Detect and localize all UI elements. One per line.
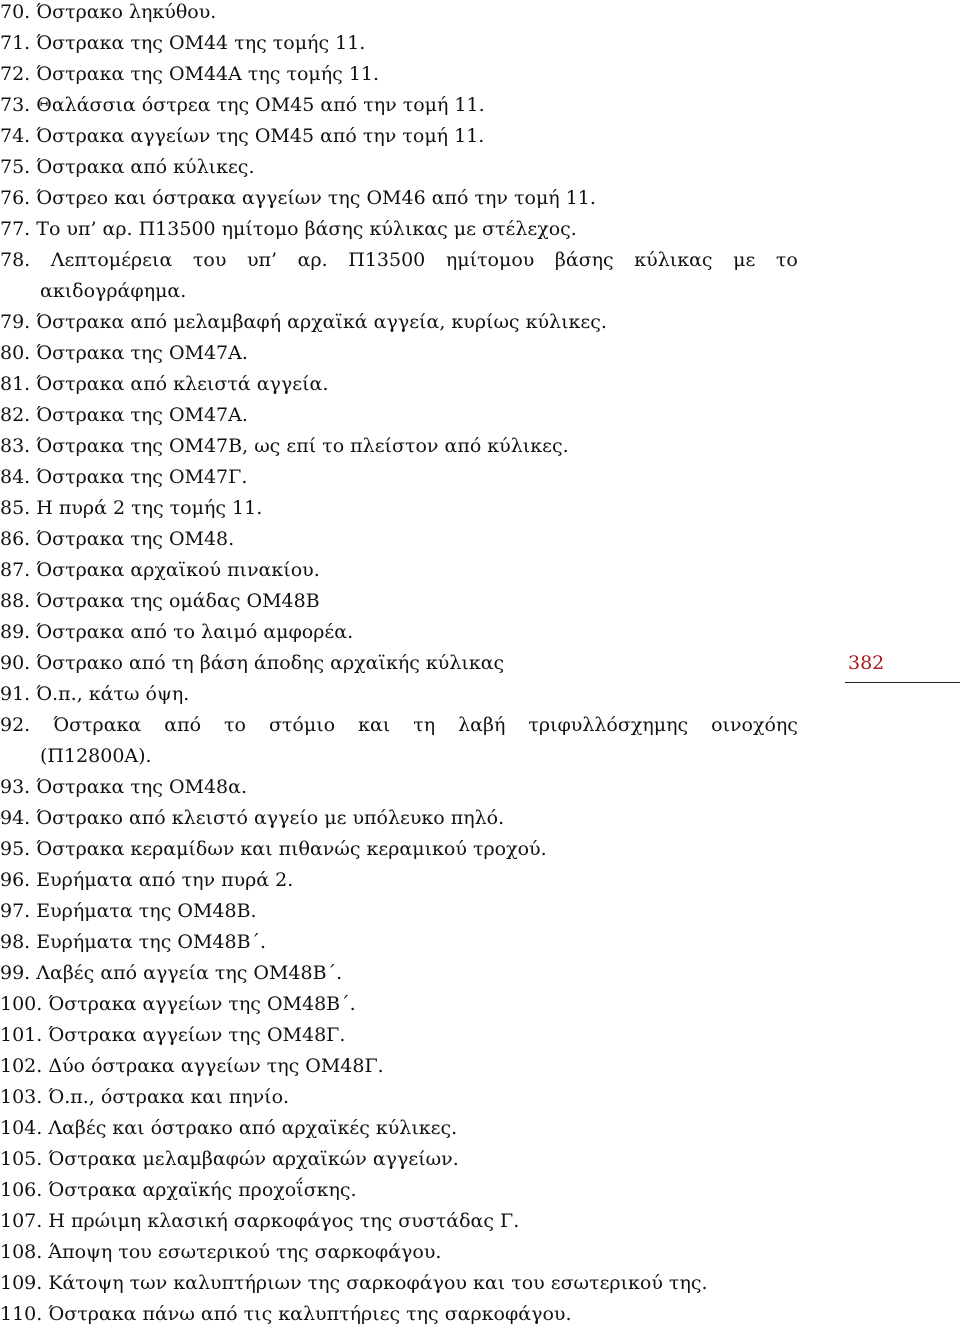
caption-text: Όστρακα από το λαιμό αμφορέα. [36, 621, 354, 643]
caption-item [0, 772, 800, 803]
caption-item [0, 524, 800, 555]
caption-word: αρ. [297, 249, 328, 271]
page-number: 382 [848, 652, 885, 674]
caption-item [0, 462, 800, 493]
caption-item [0, 1268, 800, 1299]
caption-number: 82. [0, 404, 31, 426]
caption-word: το [775, 249, 798, 271]
caption-number: 79. [0, 311, 31, 333]
caption-word: το [224, 714, 246, 736]
caption-item [0, 834, 800, 865]
caption-continuation: (Π12800Α). [40, 745, 152, 767]
caption-number: 77. [0, 218, 31, 240]
caption-text: Όστρακα κεραμίδων και πιθανώς κεραμικού τροχού. [36, 838, 547, 860]
caption-item [0, 59, 800, 90]
caption-item [0, 1144, 800, 1175]
caption-text: Όστρακα μελαμβαφών αρχαϊκών αγγείων. [48, 1148, 459, 1170]
caption-text: Θαλάσσια όστρεα της ΟΜ45 από την τομή 11. [36, 94, 485, 116]
caption-word: λαβή [458, 714, 506, 736]
caption-text: Άποψη του εσωτερικού της σαρκοφάγου. [48, 1241, 442, 1263]
caption-item [0, 28, 800, 59]
caption-number: 84. [0, 466, 31, 488]
caption-line [0, 245, 798, 276]
caption-item [0, 338, 800, 369]
caption-number: 76. [0, 187, 31, 209]
caption-number: 104. [0, 1117, 43, 1139]
caption-number: 99. [0, 962, 31, 984]
caption-number: 75. [0, 156, 31, 178]
caption-number: 81. [0, 373, 31, 395]
caption-item [0, 648, 800, 679]
caption-number: 105. [0, 1148, 43, 1170]
caption-item [0, 0, 800, 28]
caption-item [0, 1082, 800, 1113]
caption-item [0, 1299, 800, 1330]
caption-text: Όστρακα της ΟΜ44 της τομής 11. [36, 32, 366, 54]
caption-number: 90. [0, 652, 31, 674]
caption-word: τη [413, 714, 436, 736]
caption-word: Λεπτομέρεια [50, 249, 173, 271]
caption-item [0, 90, 800, 121]
caption-item [0, 245, 800, 307]
caption-number: 86. [0, 528, 31, 550]
caption-item [0, 152, 800, 183]
caption-item [0, 493, 800, 524]
caption-text: Όστρακα της ΟΜ47Β, ως επί το πλείστον από κύλικες. [36, 435, 569, 457]
caption-text: Όστρακο ληκύθου. [36, 1, 217, 23]
caption-item [0, 1051, 800, 1082]
caption-text: Η πρώιμη κλασική σαρκοφάγος της συστάδας Γ. [48, 1210, 520, 1232]
caption-number: 83. [0, 435, 31, 457]
caption-item [0, 586, 800, 617]
caption-item [0, 400, 800, 431]
caption-word: και [358, 714, 391, 736]
caption-text: Όστρακο από τη βάση άποδης αρχαϊκής κύλικας [36, 652, 505, 674]
caption-item [0, 555, 800, 586]
caption-text: Όστρακα της ΟΜ48α. [36, 776, 248, 798]
caption-item [0, 1175, 800, 1206]
caption-item [0, 1020, 800, 1051]
caption-item [0, 617, 800, 648]
caption-number: 103. [0, 1086, 43, 1108]
caption-text: Δύο όστρακα αγγείων της ΟΜ48Γ. [48, 1055, 384, 1077]
caption-text: Ευρήματα από την πυρά 2. [36, 869, 294, 891]
caption-text: Όστρακα της ΟΜ44Α της τομής 11. [36, 63, 380, 85]
caption-text: Ό.π., κάτω όψη. [36, 683, 190, 705]
caption-text: Το υπ’ αρ. Π13500 ημίτομο βάσης κύλικας με στέλεχος. [36, 218, 577, 240]
caption-text: Όστρακα της ΟΜ47Α. [36, 404, 248, 426]
caption-number: 95. [0, 838, 31, 860]
caption-item [0, 214, 800, 245]
caption-text: Όστρακα από μελαμβαφή αρχαϊκά αγγεία, κυρίως κύλικες. [36, 311, 607, 333]
caption-number: 108. [0, 1241, 43, 1263]
caption-item [0, 1113, 800, 1144]
caption-item [0, 183, 800, 214]
caption-line [0, 710, 798, 741]
caption-word: υπ’ [246, 249, 278, 271]
caption-text: Όστρακα αγγείων της ΟΜ45 από την τομή 11. [36, 125, 485, 147]
caption-number: 80. [0, 342, 31, 364]
caption-word: με [733, 249, 756, 271]
caption-item [0, 679, 800, 710]
caption-item [0, 865, 800, 896]
caption-text: Όστρακα αγγείων της ΟΜ48Β΄. [48, 993, 356, 1015]
caption-number: 100. [0, 993, 43, 1015]
caption-text: Όστρακα της ΟΜ47Α. [36, 342, 248, 364]
caption-number: 110. [0, 1303, 43, 1325]
caption-text: Ό.π., όστρακα και πηνίο. [48, 1086, 290, 1108]
caption-number: 97. [0, 900, 31, 922]
caption-continuation: ακιδογράφημα. [40, 280, 187, 302]
caption-word: στόμιο [268, 714, 336, 736]
caption-item [0, 989, 800, 1020]
caption-text: Όστρακα αρχαϊκού πινακίου. [36, 559, 320, 581]
caption-text: Όστρακο από κλειστό αγγείο με υπόλευκο πηλό. [36, 807, 505, 829]
caption-number: 93. [0, 776, 31, 798]
caption-number: 107. [0, 1210, 43, 1232]
page-number-rule [845, 682, 960, 683]
caption-item [0, 1206, 800, 1237]
caption-number: 91. [0, 683, 31, 705]
caption-item [0, 307, 800, 338]
caption-text: Όστρακα από κύλικες. [36, 156, 255, 178]
caption-word: ημίτομου [445, 249, 535, 271]
caption-number: 96. [0, 869, 31, 891]
caption-text: Όστρακα αγγείων της ΟΜ48Γ. [48, 1024, 346, 1046]
caption-number: 70. [0, 1, 31, 23]
caption-item [0, 927, 800, 958]
caption-number: 89. [0, 621, 31, 643]
caption-text: Η πυρά 2 της τομής 11. [36, 497, 263, 519]
caption-text: Κάτοψη των καλυπτήριων της σαρκοφάγου και του εσωτερικού της. [48, 1272, 708, 1294]
caption-number: 74. [0, 125, 31, 147]
caption-item [0, 431, 800, 462]
caption-number: 85. [0, 497, 31, 519]
caption-word: οινοχόης [711, 714, 798, 736]
caption-word: από [164, 714, 202, 736]
caption-word: τριφυλλόσχημης [528, 714, 689, 736]
caption-item [0, 896, 800, 927]
caption-text: Ευρήματα της ΟΜ48Β. [36, 900, 257, 922]
caption-number: 92. [0, 714, 31, 736]
caption-number: 101. [0, 1024, 43, 1046]
caption-text: Όστρακα αρχαϊκής προχοΐσκης. [48, 1179, 357, 1201]
caption-word: Π13500 [348, 249, 426, 271]
caption-text: Λαβές και όστρακο από αρχαϊκές κύλικες. [48, 1117, 458, 1139]
caption-text: Όστρακα πάνω από τις καλυπτήριες της σαρκοφάγου. [48, 1303, 572, 1325]
caption-word: Όστρακα [53, 714, 142, 736]
caption-number: 88. [0, 590, 31, 612]
caption-text: Όστρακα της ομάδας ΟΜ48Β [36, 590, 320, 612]
caption-item [0, 710, 800, 772]
caption-item [0, 121, 800, 152]
caption-number: 73. [0, 94, 31, 116]
caption-number: 106. [0, 1179, 43, 1201]
caption-number: 94. [0, 807, 31, 829]
caption-number: 98. [0, 931, 31, 953]
caption-item [0, 369, 800, 400]
caption-item [0, 958, 800, 989]
caption-number: 78. [0, 249, 31, 271]
caption-number: 71. [0, 32, 31, 54]
caption-word: βάσης [554, 249, 614, 271]
caption-text: Ευρήματα της ΟΜ48Β΄. [36, 931, 267, 953]
caption-text: Όστρακα της ΟΜ47Γ. [36, 466, 248, 488]
caption-number: 87. [0, 559, 31, 581]
caption-text: Όστρακα της ΟΜ48. [36, 528, 235, 550]
caption-item [0, 803, 800, 834]
caption-text: Λαβές από αγγεία της ΟΜ48Β΄. [36, 962, 343, 984]
caption-number: 72. [0, 63, 31, 85]
caption-text: Όστρακα από κλειστά αγγεία. [36, 373, 329, 395]
caption-word: κύλικας [634, 249, 713, 271]
caption-number: 102. [0, 1055, 43, 1077]
caption-number: 109. [0, 1272, 43, 1294]
caption-item [0, 1237, 800, 1268]
caption-word: του [192, 249, 227, 271]
caption-text: Όστρεο και όστρακα αγγείων της ΟΜ46 από την τομή 11. [36, 187, 596, 209]
